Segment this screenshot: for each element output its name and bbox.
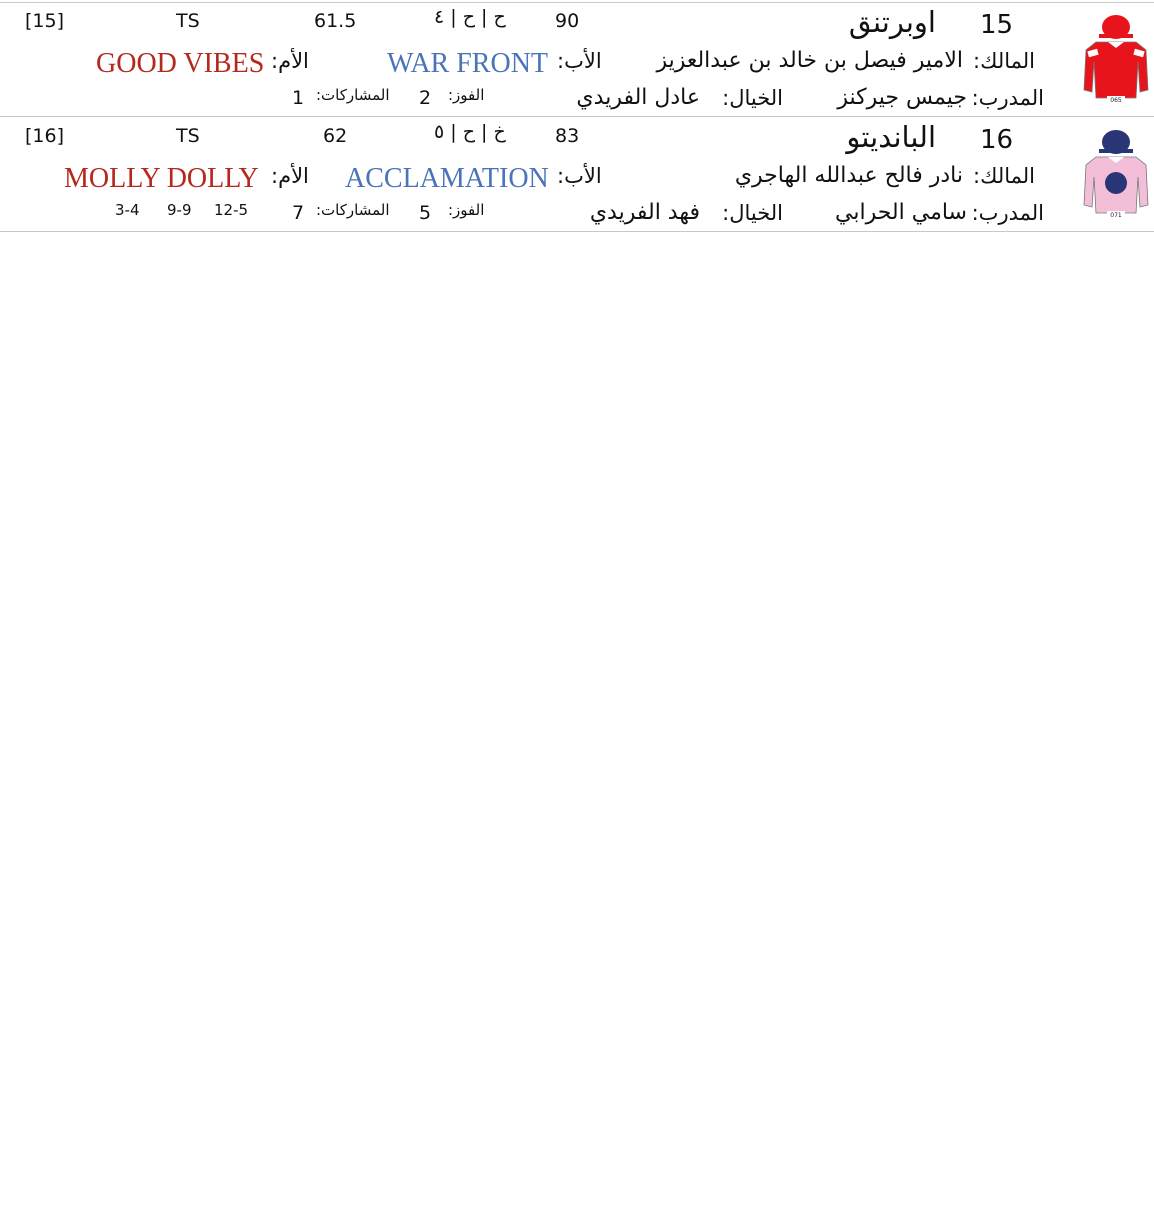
owner-label: المالك: bbox=[973, 164, 1035, 188]
rating: 83 bbox=[555, 125, 580, 147]
age-sex-color: خ | ح | ٥ bbox=[434, 121, 506, 143]
race-entry bbox=[0, 2, 1154, 117]
horse-name: البانديتو bbox=[846, 120, 936, 154]
sire-name: WAR FRONT bbox=[387, 48, 549, 79]
dam-label: الأم: bbox=[271, 49, 309, 73]
dam-name: GOOD VIBES bbox=[96, 48, 265, 79]
jockey-label: الخيال: bbox=[722, 201, 783, 225]
draw-number: [15] bbox=[25, 10, 65, 32]
wins-label: الفوز: bbox=[448, 86, 485, 104]
race-entry bbox=[0, 117, 1154, 232]
rating: 90 bbox=[555, 10, 580, 32]
wins-label: الفوز: bbox=[448, 201, 485, 219]
divider bbox=[0, 2, 1154, 3]
equipment: TS bbox=[176, 125, 200, 147]
age-sex-color: ح | ح | ٤ bbox=[434, 6, 506, 28]
wins-count: 5 bbox=[419, 202, 432, 224]
runs-count: 1 bbox=[292, 87, 305, 109]
recent-result: 9-9 bbox=[167, 201, 192, 219]
horse-number: 15 bbox=[980, 10, 1014, 40]
owner-label: المالك: bbox=[973, 49, 1035, 73]
jockey-silks-icon bbox=[1082, 12, 1150, 104]
recent-result: 12-5 bbox=[214, 201, 249, 219]
horse-number: 16 bbox=[980, 125, 1014, 155]
owner-name: نادر فالح عبدالله الهاجري bbox=[734, 163, 963, 188]
horse-name: اوبرتنق bbox=[848, 5, 936, 39]
silk-code: 065 bbox=[1110, 97, 1122, 104]
runs-label: المشاركات: bbox=[316, 201, 390, 219]
jockey-label: الخيال: bbox=[722, 86, 783, 110]
jockey-silks-icon bbox=[1082, 127, 1150, 219]
recent-result: 3-4 bbox=[115, 201, 140, 219]
trainer-name: سامي الحرابي bbox=[835, 200, 967, 225]
draw-number: [16] bbox=[25, 125, 65, 147]
sire-label: الأب: bbox=[557, 164, 602, 188]
runs-label: المشاركات: bbox=[316, 86, 390, 104]
jockey-name: عادل الفريدي bbox=[576, 85, 700, 110]
sire-name: ACCLAMATION bbox=[345, 163, 549, 194]
jockey-name: فهد الفريدي bbox=[589, 200, 700, 225]
silk-code: 071 bbox=[1110, 212, 1122, 219]
trainer-label: المدرب: bbox=[971, 86, 1044, 110]
dam-name: MOLLY DOLLY bbox=[64, 163, 259, 194]
weight: 62 bbox=[323, 125, 348, 147]
wins-count: 2 bbox=[419, 87, 432, 109]
dam-label: الأم: bbox=[271, 164, 309, 188]
runs-count: 7 bbox=[292, 202, 305, 224]
sire-label: الأب: bbox=[557, 49, 602, 73]
weight: 61.5 bbox=[314, 10, 357, 32]
trainer-label: المدرب: bbox=[971, 201, 1044, 225]
trainer-name: جيمس جيركنز bbox=[837, 85, 967, 110]
owner-name: الامير فيصل بن خالد بن عبدالعزيز bbox=[656, 48, 963, 73]
equipment: TS bbox=[176, 10, 200, 32]
divider bbox=[0, 231, 1154, 232]
